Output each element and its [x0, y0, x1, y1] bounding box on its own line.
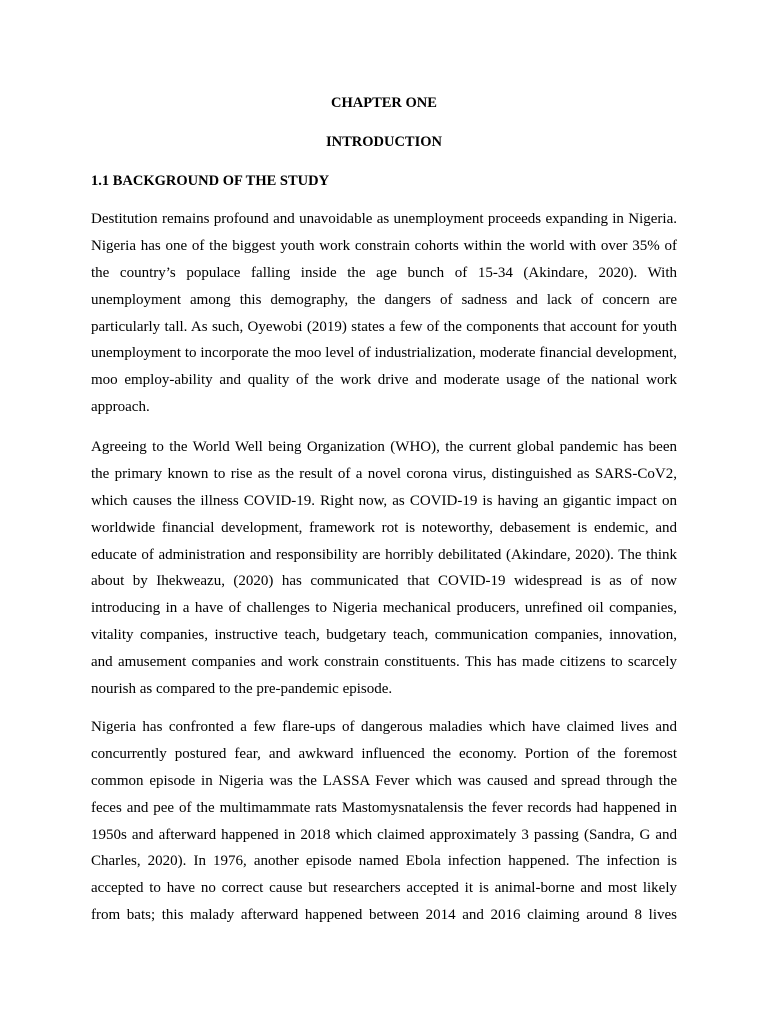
paragraph-line: Nigeria has one of the biggest youth work constrain cohorts within the world with over 35% of	[91, 237, 677, 254]
chapter-title: INTRODUCTION	[325, 134, 442, 150]
paragraph-line: nourish as compared to the pre-pandemic episode.	[91, 681, 393, 698]
paragraph-3	[91, 714, 677, 929]
paragraph-line: worldwide financial development, framework rot is noteworthy, debasement is endemic, and	[91, 519, 677, 536]
paragraph-line: and amusement companies and work constrain constituents. This has made citizens to scarcely	[91, 654, 677, 671]
paragraph-line: educate of administration and responsibility are horribly debilitated (Akindare, 2020). The think	[91, 546, 677, 563]
paragraph-line: the primary known to rise as the result of a novel corona virus, distinguished as SARS-CoV2,	[91, 465, 677, 482]
paragraph-line: the country’s populace falling inside the age bunch of 15-34 (Akindare, 2020). With	[91, 264, 677, 281]
paragraph-line: feces and pee of the multimammate rats Mastomysnatalensis the fever records had happened in	[91, 799, 677, 816]
paragraph-line: Destitution remains profound and unavoidable as unemployment proceeds expanding in Nigeria.	[91, 211, 677, 227]
paragraph-line: from bats; this malady afterward happened between 2014 and 2016 claiming around 8 lives	[91, 907, 677, 924]
paragraph-line: accepted to have no correct cause but researchers accepted it is animal-borne and most likely	[91, 880, 677, 897]
paragraph-line: about by Ihekweazu, (2020) has communicated that COVID-19 widespread is as of now	[91, 573, 677, 590]
paragraph-1	[91, 206, 677, 421]
paragraph-line: Agreeing to the World Well being Organization (WHO), the current global pandemic has been	[91, 439, 677, 455]
paragraph-line: vitality companies, instructive teach, budgetary teach, communication companies, innovation,	[91, 627, 677, 644]
paragraph-line: Charles, 2020). In 1976, another episode named Ebola infection happened. The infection is	[91, 853, 677, 870]
paragraph-line: moo employ-ability and quality of the work drive and moderate usage of the national work	[91, 372, 677, 389]
paragraph-line: concurrently postured fear, and awkward influenced the economy. Portion of the foremost	[91, 745, 677, 762]
chapter-heading: CHAPTER ONE	[331, 95, 437, 111]
paragraph-line: 1950s and afterward happened in 2018 which claimed approximately 3 passing (Sandra, G and	[91, 826, 677, 843]
paragraph-line: approach.	[91, 399, 150, 416]
paragraph-line: which causes the illness COVID-19. Right now, as COVID-19 is having an gigantic impact on	[91, 492, 677, 509]
paragraph-line: unemployment to incorporate the moo level of industrialization, moderate financial development,	[91, 345, 677, 362]
paragraph-2	[91, 434, 677, 703]
paragraph-line: introducing in a have of challenges to Nigeria mechanical producers, unrefined oil companies,	[91, 600, 677, 617]
paragraph-line: Nigeria has confronted a few flare-ups of dangerous maladies which have claimed lives and	[91, 719, 677, 735]
paragraph-line: common episode in Nigeria was the LASSA Fever which was caused and spread through the	[91, 772, 677, 789]
paragraph-line: unemployment among this demography, the dangers of sadness and lack of concern are	[91, 291, 677, 308]
section-heading: 1.1 BACKGROUND OF THE STUDY	[91, 173, 330, 189]
paragraph-line: particularly tall. As such, Oyewobi (2019) states a few of the components that account for youth	[91, 318, 677, 335]
